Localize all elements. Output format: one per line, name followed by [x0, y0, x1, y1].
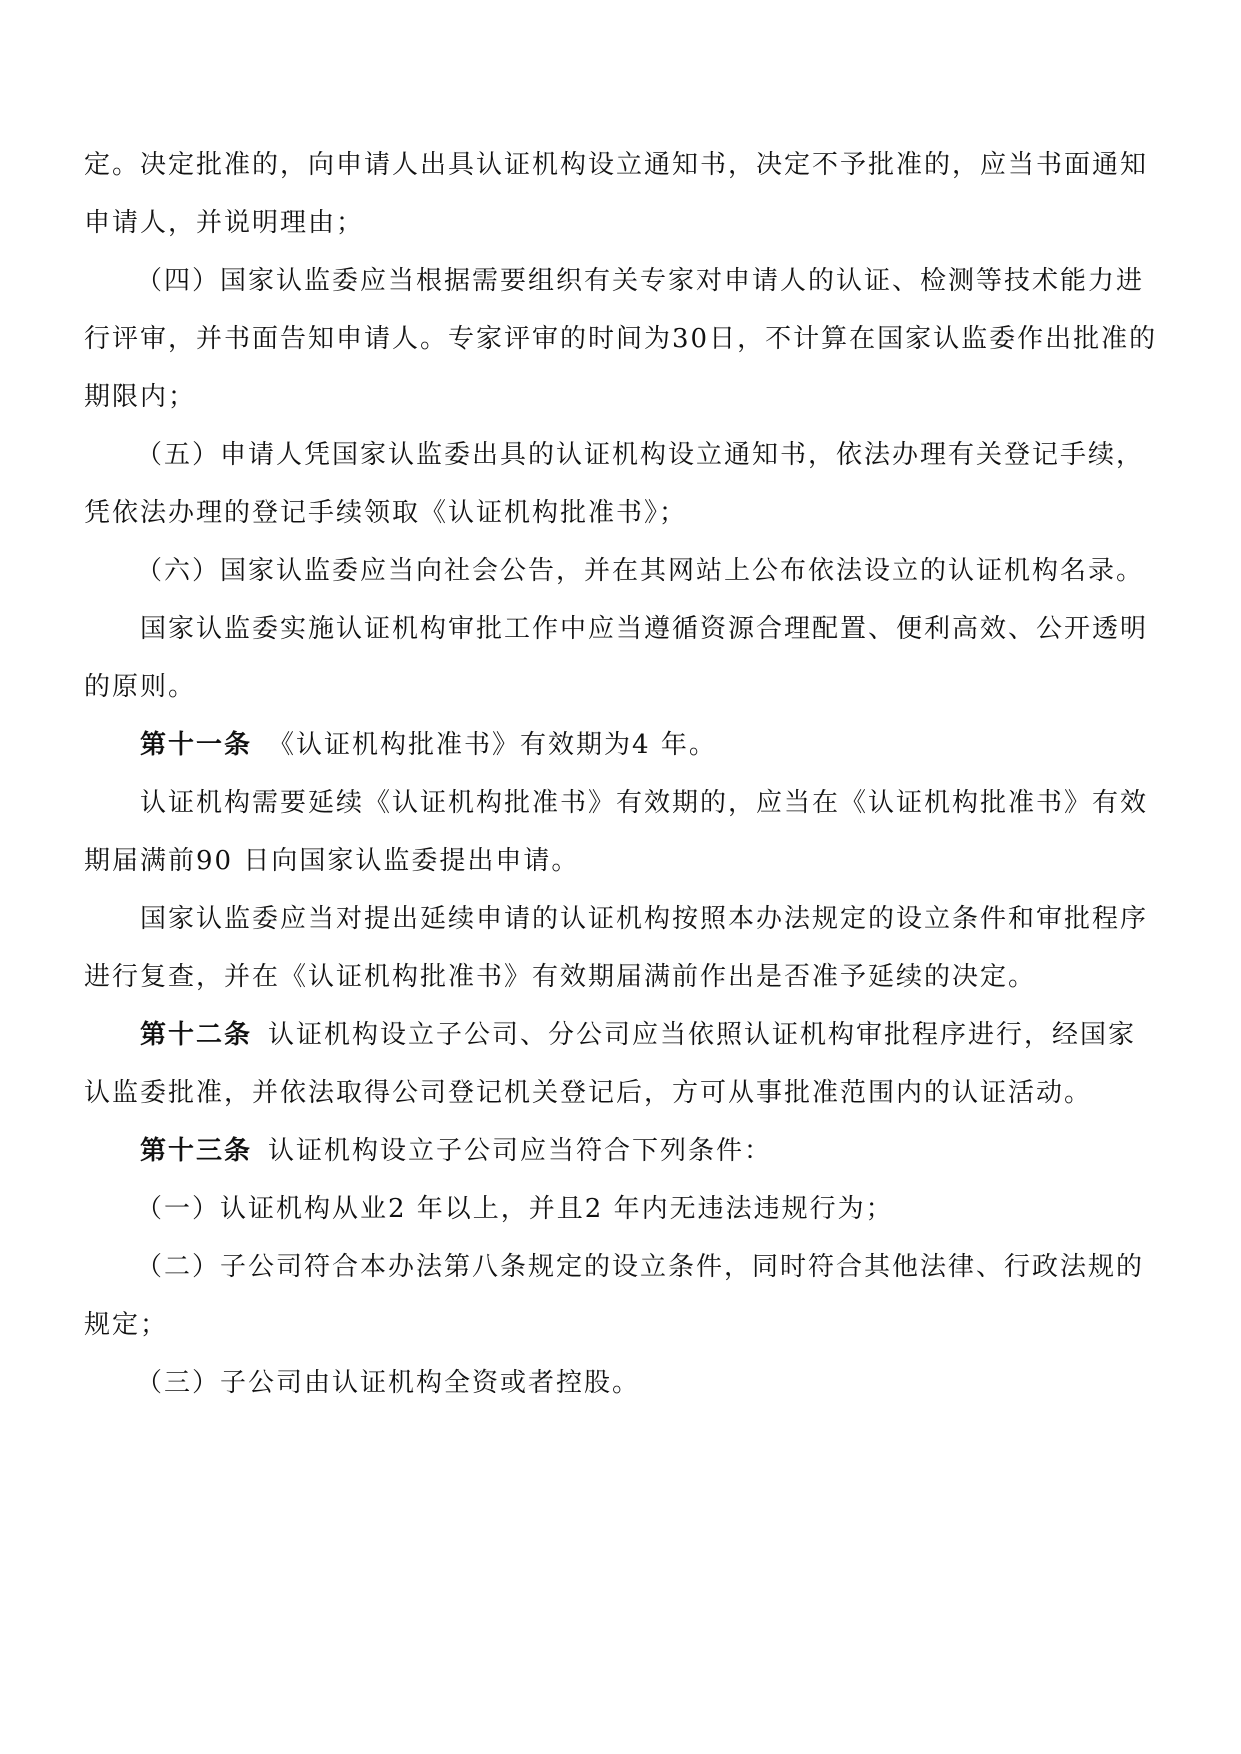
paragraph-line: 期限内；: [84, 382, 197, 412]
paragraph-line: （六）国家认监委应当向社会公告，并在其网站上公布依法设立的认证机构名录。: [136, 556, 1145, 586]
paragraph-line: 期届满前90 日向国家认监委提出申请。: [84, 846, 580, 876]
article-line: [140, 1136, 772, 1166]
article-heading: 第十二条: [140, 1020, 253, 1050]
paragraph-line: （五）申请人凭国家认监委出具的认证机构设立通知书，依法办理有关登记手续，: [136, 440, 1145, 470]
paragraph-line: 行评审，并书面告知申请人。专家评审的时间为30日，不计算在国家认监委作出批准的: [84, 324, 1158, 354]
paragraph-line: 规定；: [84, 1310, 169, 1340]
paragraph-line: 申请人，并说明理由；: [84, 208, 365, 238]
article-text: 《认证机构批准书》有效期为4 年。: [268, 730, 717, 760]
paragraph-line: （三）子公司由认证机构全资或者控股。: [136, 1368, 641, 1398]
paragraph-line: 进行复查，并在《认证机构批准书》有效期届满前作出是否准予延续的决定。: [84, 962, 1037, 992]
paragraph-line: （二）子公司符合本办法第八条规定的设立条件，同时符合其他法律、行政法规的: [136, 1252, 1145, 1282]
paragraph-line: 的原则。: [84, 672, 197, 702]
paragraph-line: （四）国家认监委应当根据需要组织有关专家对申请人的认证、检测等技术能力进: [136, 266, 1145, 296]
paragraph-line: 凭依法办理的登记手续领取《认证机构批准书》；: [84, 498, 688, 528]
article-text: 认证机构设立子公司、分公司应当依照认证机构审批程序进行，经国家: [268, 1020, 1137, 1050]
article-heading: 第十三条: [140, 1136, 253, 1166]
paragraph-line: 定。决定批准的，向申请人出具认证机构设立通知书，决定不予批准的，应当书面通知: [84, 150, 1149, 180]
article-line: [140, 730, 717, 760]
article-line: [140, 1020, 1136, 1050]
paragraph-line: 认监委批准，并依法取得公司登记机关登记后，方可从事批准范围内的认证活动。: [84, 1078, 1093, 1108]
paragraph-line: （一）认证机构从业2 年以上，并且2 年内无违法违规行为；: [136, 1194, 894, 1224]
paragraph-line: 认证机构需要延续《认证机构批准书》有效期的，应当在《认证机构批准书》有效: [140, 788, 1149, 818]
paragraph-line: 国家认监委应当对提出延续申请的认证机构按照本办法规定的设立条件和审批程序: [140, 904, 1149, 934]
paragraph-line: 国家认监委实施认证机构审批工作中应当遵循资源合理配置、便利高效、公开透明: [140, 614, 1149, 644]
article-heading: 第十一条: [140, 730, 253, 760]
article-text: 认证机构设立子公司应当符合下列条件：: [268, 1136, 773, 1166]
